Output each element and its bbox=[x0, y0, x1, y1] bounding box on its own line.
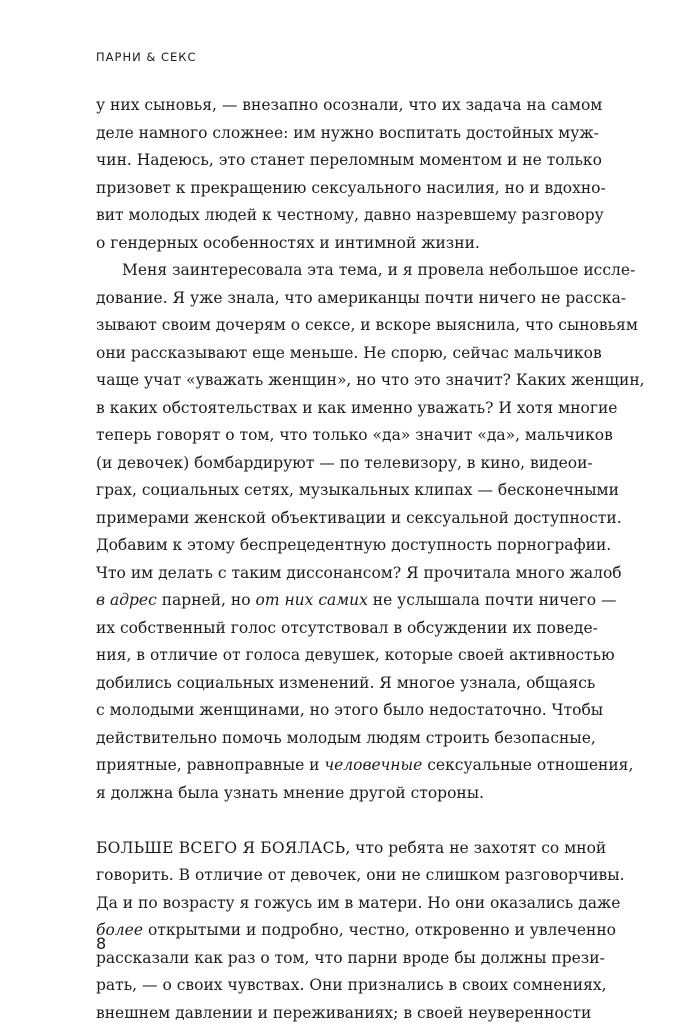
text-line: чин. Надеюсь, это станет переломным моментом и не только bbox=[96, 147, 586, 175]
text-line: деле намного сложнее: им нужно воспитать достойных муж- bbox=[96, 120, 586, 148]
text-line: добились социальных изменений. Я многое узнала, общаясь bbox=[96, 670, 586, 698]
running-head: ПАРНИ & СЕКС bbox=[96, 50, 196, 64]
text-line: Что им делать с таким диссонансом? Я прочитала много жалоб bbox=[96, 560, 586, 588]
text-line: в каких обстоятельствах и как именно уважать? И хотя многие bbox=[96, 395, 586, 423]
text-line: у них сыновья, — внезапно осознали, что их задача на самом bbox=[96, 92, 586, 120]
text-line: внешнем давлении и переживаниях; в своей неуверенности bbox=[96, 1000, 586, 1027]
text-line: в адрес парней, но от них самих не услышала почти ничего — bbox=[96, 587, 586, 615]
text-line: зывают своим дочерям о сексе, и вскоре выяснила, что сыновьям bbox=[96, 312, 586, 340]
italic-phrase: от них самих bbox=[256, 591, 368, 609]
text-line: действительно помочь молодым людям строить безопасные, bbox=[96, 725, 586, 753]
text-line: дование. Я уже знала, что американцы почти ничего не расска- bbox=[96, 285, 586, 313]
text-line: с молодыми женщинами, но этого было недостаточно. Чтобы bbox=[96, 697, 586, 725]
body-text bbox=[96, 92, 586, 1027]
italic-phrase: в адрес bbox=[96, 591, 157, 609]
section-break bbox=[96, 807, 586, 835]
text-line: их собственный голос отсутствовал в обсуждении их поведе- bbox=[96, 615, 586, 643]
text-line: теперь говорят о том, что только «да» значит «да», мальчиков bbox=[96, 422, 586, 450]
text-line: грах, социальных сетях, музыкальных клипах — бесконечными bbox=[96, 477, 586, 505]
text-line: призовет к прекращению сексуального насилия, но и вдохно- bbox=[96, 175, 586, 203]
text-line: Меня заинтересовала эта тема, и я провела небольшое иссле- bbox=[96, 257, 586, 285]
text-line: говорить. В отличие от девочек, они не слишком разговорчивы. bbox=[96, 862, 586, 890]
text-line: Добавим к этому беспрецедентную доступность порнографии. bbox=[96, 532, 586, 560]
text-line: о гендерных особенностях и интимной жизни. bbox=[96, 230, 586, 258]
text-line: БОЛЬШЕ ВСЕГО Я БОЯЛАСЬ, что ребята не захотят со мной bbox=[96, 835, 586, 863]
italic-phrase: более bbox=[96, 921, 143, 939]
page-number: 8 bbox=[96, 934, 106, 953]
text-line: Да и по возрасту я гожусь им в матери. Но они оказались даже bbox=[96, 890, 586, 918]
text-line: приятные, равноправные и человечные сексуальные отношения, bbox=[96, 752, 586, 780]
italic-phrase: человечные bbox=[324, 756, 422, 774]
text-line: примерами женской объективации и сексуальной доступности. bbox=[96, 505, 586, 533]
text-line: вит молодых людей к честному, давно назревшему разговору bbox=[96, 202, 586, 230]
text-line: (и девочек) бомбардируют — по телевизору, в кино, видеои- bbox=[96, 450, 586, 478]
text-line: ния, в отличие от голоса девушек, которые своей активностью bbox=[96, 642, 586, 670]
text-line: я должна была узнать мнение другой стороны. bbox=[96, 780, 586, 808]
text-line: рассказали как раз о том, что парни вроде бы должны прези- bbox=[96, 945, 586, 973]
text-line: они рассказывают еще меньше. Не спорю, сейчас мальчиков bbox=[96, 340, 586, 368]
lead-in-caps: БОЛЬШЕ ВСЕГО Я БОЯЛАСЬ bbox=[96, 839, 345, 857]
text-line: чаще учат «уважать женщин», но что это значит? Каких женщин, bbox=[96, 367, 586, 395]
text-line: рать, — о своих чувствах. Они признались в своих сомнениях, bbox=[96, 972, 586, 1000]
text-line: более открытыми и подробно, честно, откровенно и увлеченно bbox=[96, 917, 586, 945]
